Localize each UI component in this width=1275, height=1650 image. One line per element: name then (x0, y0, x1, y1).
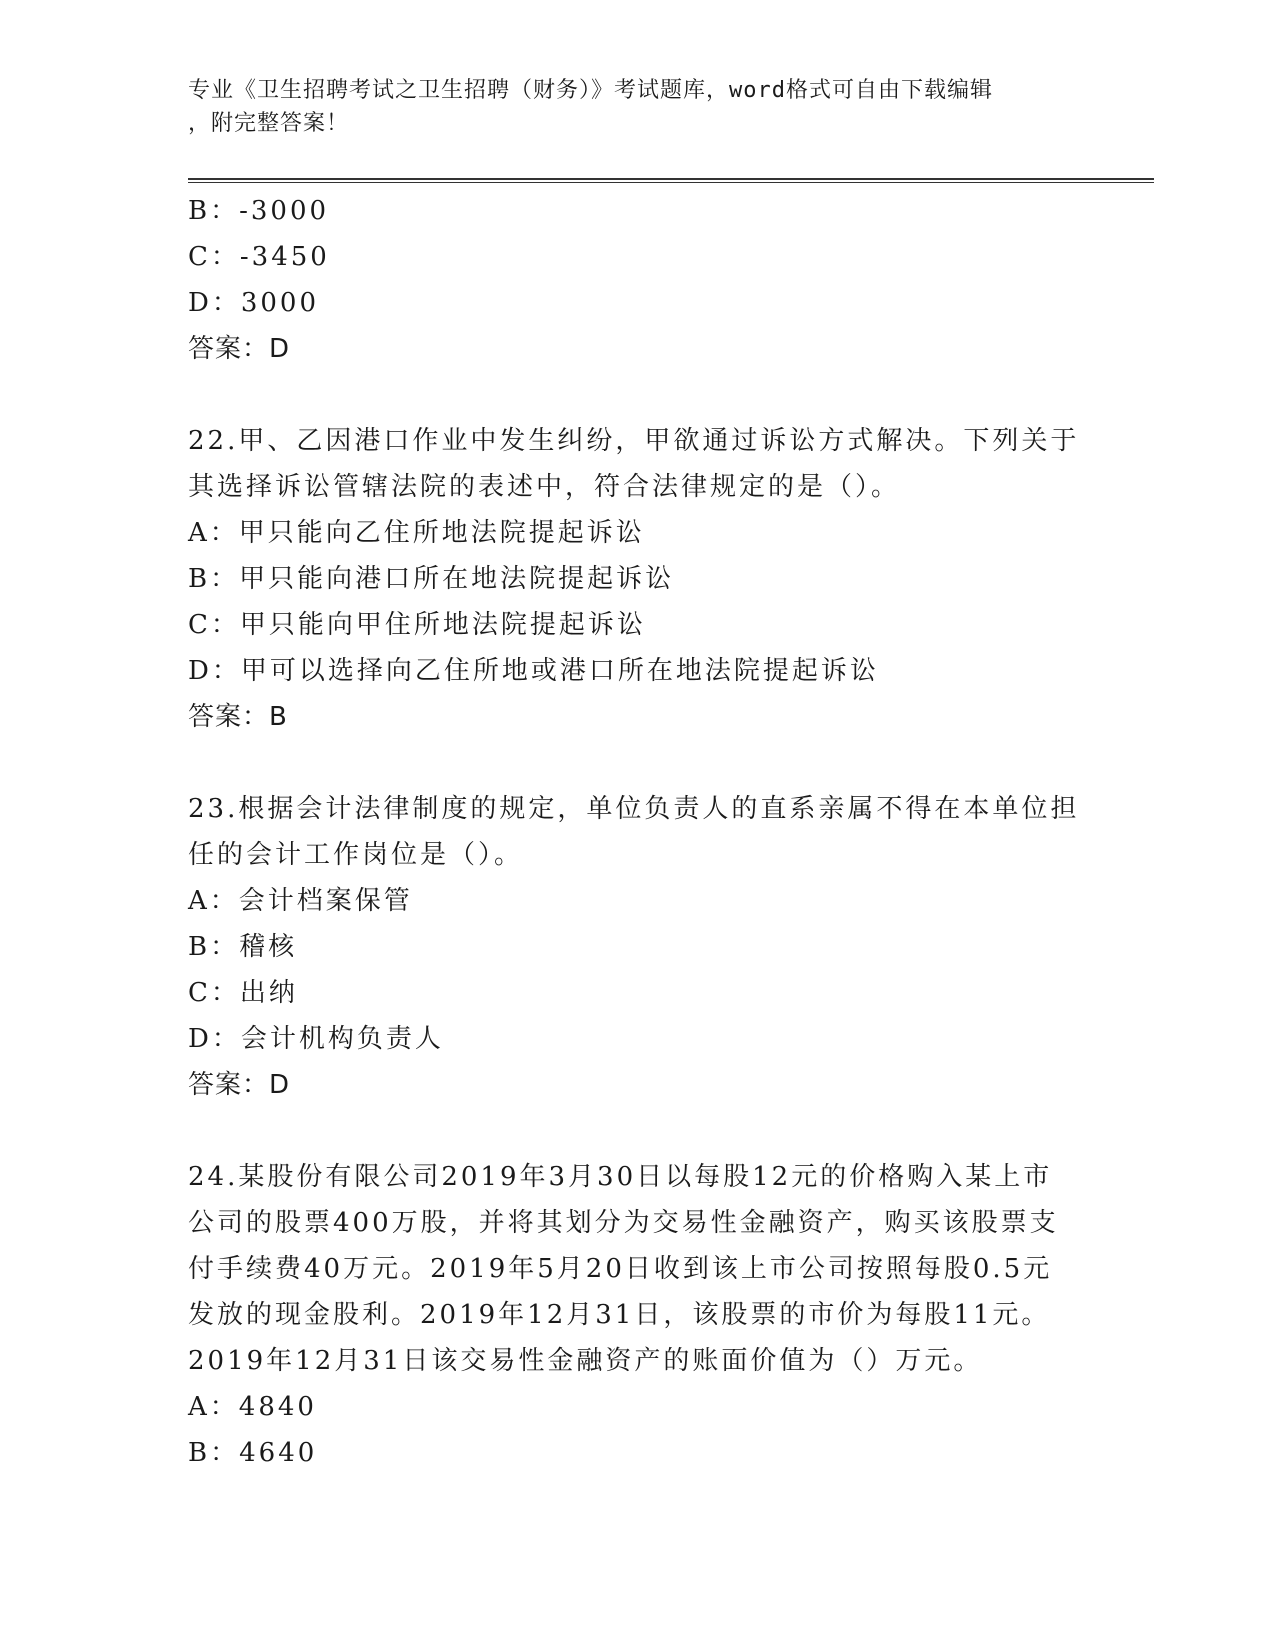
option-d: D：3000 (188, 288, 320, 318)
question-stem-line: 付手续费40万元。2019年5月20日收到该上市公司按照每股0.5元 (188, 1254, 1053, 1284)
option-c: C：出纳 (188, 978, 298, 1008)
previous-question-block (188, 188, 1088, 372)
question-stem-line: 其选择诉讼管辖法院的表述中，符合法律规定的是（）。 (188, 472, 901, 502)
answer-line: 答案：D (188, 1070, 291, 1100)
option-a: A：4840 (188, 1392, 317, 1422)
question-stem-line: 23.根据会计法律制度的规定，单位负责人的直系亲属不得在本单位担 (188, 794, 1080, 824)
option-b: B：4640 (188, 1438, 318, 1468)
answer-line: 答案：D (188, 334, 291, 364)
question-stem-line: 公司的股票400万股，并将其划分为交易性金融资产，购买该股票支 (188, 1208, 1059, 1238)
option-b: B：稽核 (188, 932, 298, 962)
spacer (188, 740, 1088, 786)
question-stem-line: 2019年12月31日该交易性金融资产的账面价值为（）万元。 (188, 1346, 983, 1376)
answer-line: 答案：B (188, 702, 288, 732)
question-stem-line: 任的会计工作岗位是（）。 (188, 840, 524, 870)
spacer (188, 1108, 1088, 1154)
option-c: C：甲只能向甲住所地法院提起诉讼 (188, 610, 646, 640)
option-a: A：甲只能向乙住所地法院提起诉讼 (188, 518, 645, 548)
question-stem-line: 22.甲、乙因港口作业中发生纠纷，甲欲通过诉讼方式解决。下列关于 (188, 426, 1080, 456)
spacer (188, 372, 1088, 418)
header-title-line1: 专业《卫生招聘考试之卫生招聘（财务）》考试题库，word格式可自由下载编辑 (188, 78, 993, 103)
header-title-line2: ，附完整答案！ (188, 111, 350, 136)
option-b: B：甲只能向港口所在地法院提起诉讼 (188, 564, 675, 594)
question-stem-line: 发放的现金股利。2019年12月31日，该股票的市价为每股11元。 (188, 1300, 1051, 1330)
question-22-block (188, 418, 1088, 740)
header-divider (188, 178, 1154, 183)
question-stem-line: 24.某股份有限公司2019年3月30日以每股12元的价格购入某上市 (188, 1162, 1053, 1192)
option-b: B：-3000 (188, 196, 330, 226)
option-d: D：甲可以选择向乙住所地或港口所在地法院提起诉讼 (188, 656, 879, 686)
question-content (188, 188, 1088, 1476)
option-a: A：会计档案保管 (188, 886, 413, 916)
question-24-block (188, 1154, 1088, 1476)
option-d: D：会计机构负责人 (188, 1024, 444, 1054)
question-23-block (188, 786, 1088, 1108)
option-c: C：-3450 (188, 242, 330, 272)
document-header (188, 74, 1068, 140)
